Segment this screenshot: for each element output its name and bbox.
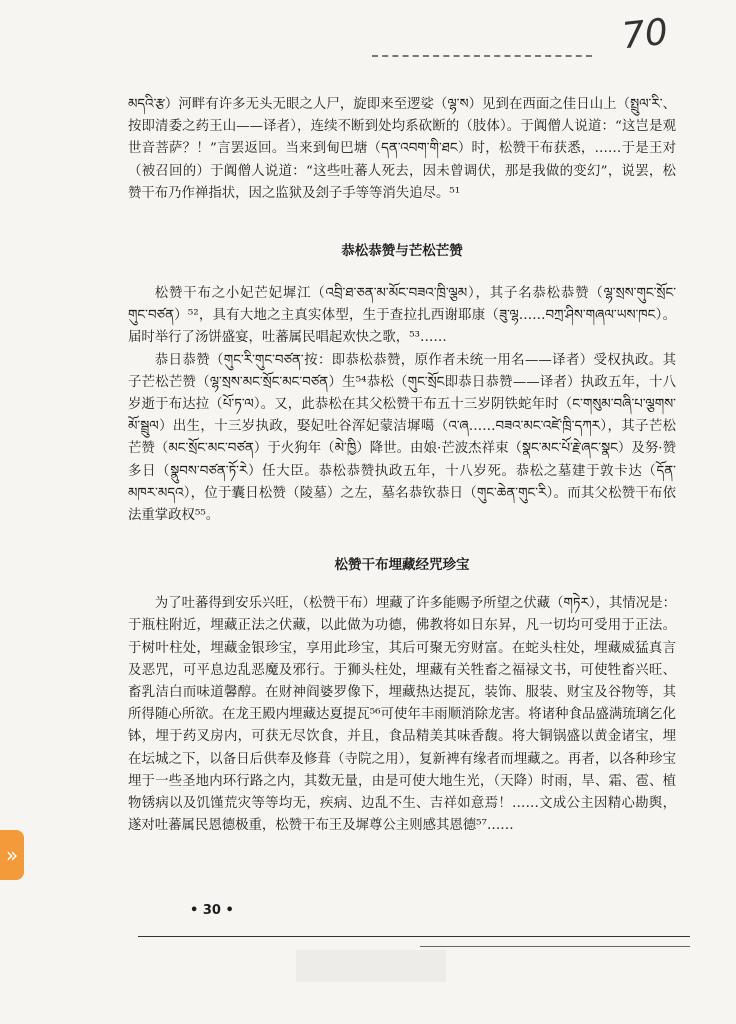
page-number: • 30 •	[190, 903, 234, 918]
bottom-rule-secondary	[420, 946, 690, 947]
handwritten-page-number: 70	[619, 11, 670, 58]
side-expand-button[interactable]	[0, 830, 24, 880]
paragraph-bottom: 为了吐蕃得到安乐兴旺，（松赞干布）埋藏了许多能赐予所望之伏藏（གཏེར），其情况是：于瓶柱附近，埋藏正法之伏藏，以此做为功德，佛教将如日东昇，凡一切均可受用于正法。于树叶柱处，埋藏金银珍宝，享用此珍宝，其后可聚无穷财富。在蛇头柱处，埋藏威猛真言及恶咒，可平息边乱恶魔及邪行。于狮头柱处，埋藏有关牲畜之福禄文书，可使牲畜兴旺、畜乳洁白而味道馨醇。在财神阎婆罗像下，埋藏热达提瓦，装饰、服装、财宝及谷物等，其所得随心所欲。在龙王殿内埋藏达夏提瓦⁵⁶可使年丰雨顺消除龙害。将诸种食品盛满琉璃乞化钵，埋于药叉房内，可获无尽饮食，并且，食品精美其味香馥。将大铜锅盛以黄金诸宝，埋在坛城之下，以备日后供奉及修葺（寺院之用），复新裨有缘者而埋藏之。再者，以各种珍宝埋于一些圣地内环行路之内，其数无量，由是可使大地生光，（天降）时雨，旱、霜、雹、植物锈病以及饥馑荒灾等等均无，疾病、边乱不生、吉祥如意焉！……文成公主因精心勘舆，遂对吐蕃属民恩德极重，松赞干布王及墀尊公主则感其恩德⁵⁷……	[128, 596, 676, 834]
section-heading-1: 恭松恭赞与芒松芒赞	[341, 243, 463, 260]
faded-stamp	[296, 950, 446, 982]
top-dashed-rule	[372, 55, 592, 57]
section-heading-2: 松赞干布埋藏经咒珍宝	[334, 557, 470, 574]
double-chevron-right-icon: »	[5, 843, 19, 867]
page-content	[128, 94, 676, 837]
paragraph-mid-1: 松赞干布之小妃芒妃墀江（འབྲི་ཐ་ཅན་མ་མོང་བཟའ་ཁྲི་ལྕམ），其子名恭松恭赞（ལྷ་སྲས་གུང་སྲོང་གུང་བཙན）⁵²，具有大地之主真实体型，生于查拉扎西谢耶康（ཟུ་ལྷ……བཀྲ་ཤིས་གཞལ་ཡས་ཁང）。届时举行了汤饼盛宴，吐蕃属民唱起欢快之歌，⁵³……	[128, 286, 676, 346]
bottom-rule	[138, 936, 690, 937]
paragraph-top: མདའི་རྩ）河畔有许多无头无眼之人尸，旋即来至逻娑（ལྷ་ས）见到在西面之佳日山上（སྤྲུལ་རི་、按即清委之药王山——译者），连续不断到处均系砍断的（肢体）。于阗僧人说道：“这岂是观世音菩萨？！”言罢返回。当来到甸巴塘（དན་འབག་གི་ཐང）时，松赞干布获悉，……于是王对（被召回的）于阗僧人说道：“这些吐蕃人死去，因未曾调伏，那是我做的变幻”，说罢，松赞干布乃作禅指状，因之监狱及刽子手等等消失追尽。⁵¹	[128, 97, 676, 201]
paragraph-mid-2: 恭日恭赞（གུང་རི་གུང་བཙན་按：即恭松恭赞，原作者未统一用名——译者）受权执政。其子芒松芒赞（ལྷ་སྲས་མང་སྲོང་མང་བཙན）生⁵⁴恭松（གུང་སྲོང即恭日恭赞——译者）执政五年，十八岁逝于布达拉（པོ་ཏ་ལ）。又，此恭松在其父松赞干布五十三岁阴铁蛇年时（ང་གསུམ་བཞི་པ་ལྕགས་མོ་སྦྲུལ）出生，十三岁执政，娶妃吐谷浑妃蒙洁墀噶（འ་ཞ……བཟའ་མང་འཛེ་ཁྲི་དཀར），其子芒松芒赞（མང་སྲོང་མང་བཙན）于火狗年（མེ་ཁྱི）降世。由娘·芒波杰祥束（སྣང་མང་པོ་རྗེ་ཞང་སྣང）及努·赞多日（སྣུབས་བཙན་ཏོ་རེ）任大臣。恭松恭赞执政五年，十八岁死。恭松之墓建于敦卡达（དོན་མཁར་མདའ），位于囊日松赞（陵墓）之左，墓名恭钦恭日（གུང་ཆེན་གུང་རི）。而其父松赞干布依法重掌政权⁵⁵。	[128, 352, 676, 524]
